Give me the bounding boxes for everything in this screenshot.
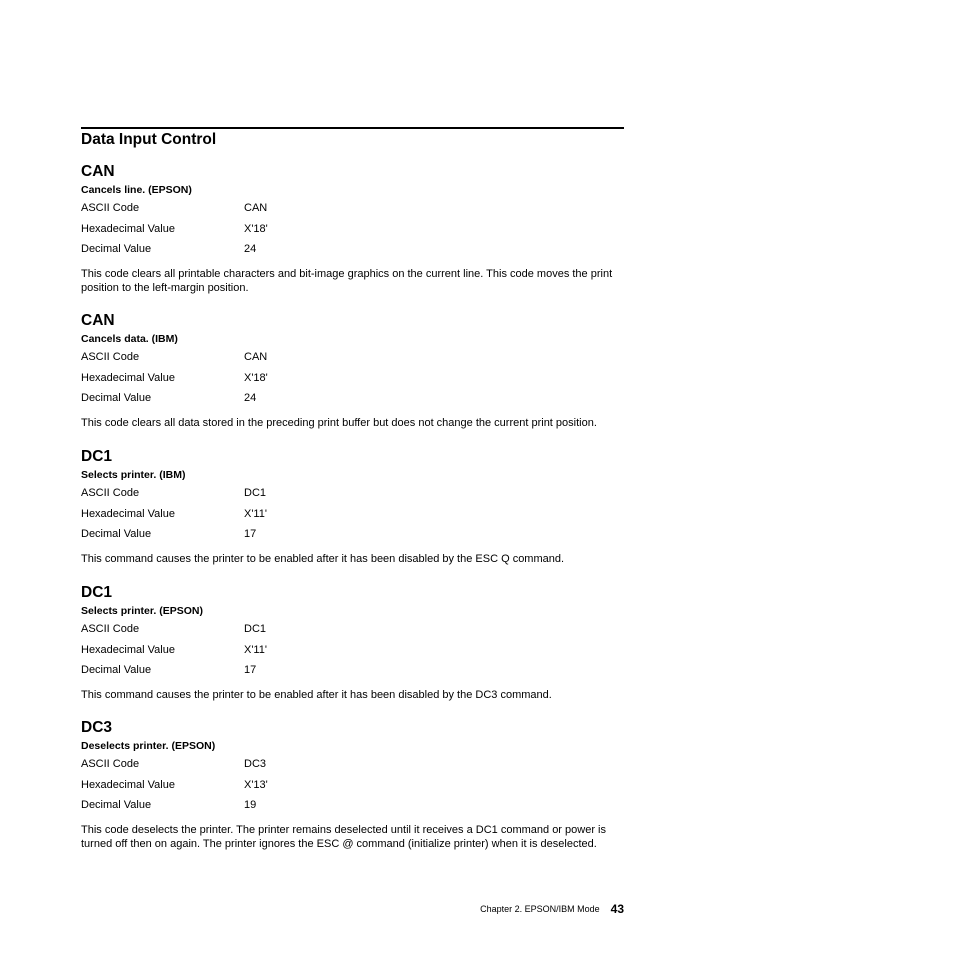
- command-explanation: This command causes the printer to be enabled after it has been disabled by the DC3 command.: [81, 688, 552, 701]
- row-label: Decimal Value: [81, 664, 152, 676]
- row-value: X'11': [244, 507, 267, 520]
- row-label: Hexadecimal Value: [81, 507, 175, 520]
- row-label: Hexadecimal Value: [81, 643, 175, 656]
- code-row: [81, 202, 626, 223]
- command-description: Selects printer. (IBM): [81, 469, 186, 481]
- code-row: [81, 799, 626, 820]
- chapter-label: Chapter 2. EPSON/IBM Mode: [480, 903, 600, 914]
- row-value: DC1: [244, 487, 267, 499]
- code-table: [81, 487, 626, 549]
- code-row: [81, 664, 626, 685]
- row-label: Decimal Value: [81, 799, 152, 811]
- row-value: CAN: [244, 202, 268, 214]
- command-description: Cancels data. (IBM): [81, 333, 178, 345]
- code-row: [81, 243, 626, 264]
- row-label: Hexadecimal Value: [81, 371, 175, 384]
- row-label: Decimal Value: [81, 528, 152, 540]
- command-description: Selects printer. (EPSON): [81, 605, 203, 617]
- row-label: Decimal Value: [81, 392, 152, 404]
- command-explanation: This code deselects the printer. The printer remains deselected until it receives a DC1 command or power is turned off then on again. The printer ignores the ESC @ command (initialize printer) when it is deselected.: [81, 823, 606, 850]
- code-row: [81, 508, 626, 529]
- code-row: [81, 351, 626, 372]
- code-table: [81, 351, 626, 413]
- row-label: Decimal Value: [81, 243, 152, 255]
- command-entry-can-epson: [81, 163, 626, 296]
- code-row: [81, 758, 626, 779]
- command-explanation: This code clears all data stored in the preceding print buffer but does not change the current print position.: [81, 416, 597, 429]
- row-label: Hexadecimal Value: [81, 222, 175, 235]
- row-label: Hexadecimal Value: [81, 778, 175, 791]
- row-label: ASCII Code: [81, 351, 140, 363]
- code-row: [81, 392, 626, 413]
- row-value: X'11': [244, 643, 267, 656]
- command-name: CAN: [81, 163, 115, 180]
- row-value: 24: [244, 392, 257, 404]
- code-row: [81, 644, 626, 665]
- row-label: ASCII Code: [81, 202, 140, 214]
- page-footer: [480, 900, 624, 918]
- code-table: [81, 758, 626, 820]
- command-name: DC3: [81, 719, 113, 736]
- row-value: 24: [244, 243, 257, 255]
- row-value: 19: [244, 799, 257, 811]
- row-label: ASCII Code: [81, 758, 140, 770]
- heading-rule: [81, 127, 624, 129]
- row-label: ASCII Code: [81, 623, 140, 635]
- row-value: DC3: [244, 758, 267, 770]
- row-value: DC1: [244, 623, 267, 635]
- code-row: [81, 487, 626, 508]
- section-title: Data Input Control: [81, 131, 217, 148]
- row-value: 17: [244, 664, 257, 676]
- code-row: [81, 528, 626, 549]
- command-entry-dc3-epson: [81, 719, 626, 852]
- code-row: [81, 623, 626, 644]
- command-name: DC1: [81, 584, 113, 601]
- command-name: CAN: [81, 312, 115, 329]
- code-table: [81, 202, 626, 264]
- code-row: [81, 372, 626, 393]
- command-entry-dc1-epson: [81, 584, 626, 702]
- command-explanation: This code clears all printable characters and bit-image graphics on the current line. This code moves the print position to the left-margin position.: [81, 267, 613, 294]
- row-value: 17: [244, 528, 257, 540]
- row-label: ASCII Code: [81, 487, 140, 499]
- code-row: [81, 223, 626, 244]
- code-table: [81, 623, 626, 685]
- code-row: [81, 779, 626, 800]
- command-entry-can-ibm: [81, 312, 626, 430]
- command-description: Deselects printer. (EPSON): [81, 740, 216, 752]
- row-value: CAN: [244, 351, 268, 363]
- page-number: 43: [610, 901, 624, 916]
- row-value: X'18': [244, 222, 268, 235]
- command-entry-dc1-ibm: [81, 448, 626, 566]
- command-name: DC1: [81, 448, 113, 465]
- command-explanation: This command causes the printer to be enabled after it has been disabled by the ESC Q command.: [81, 552, 565, 565]
- row-value: X'13': [244, 778, 268, 791]
- row-value: X'18': [244, 371, 268, 384]
- command-description: Cancels line. (EPSON): [81, 184, 192, 196]
